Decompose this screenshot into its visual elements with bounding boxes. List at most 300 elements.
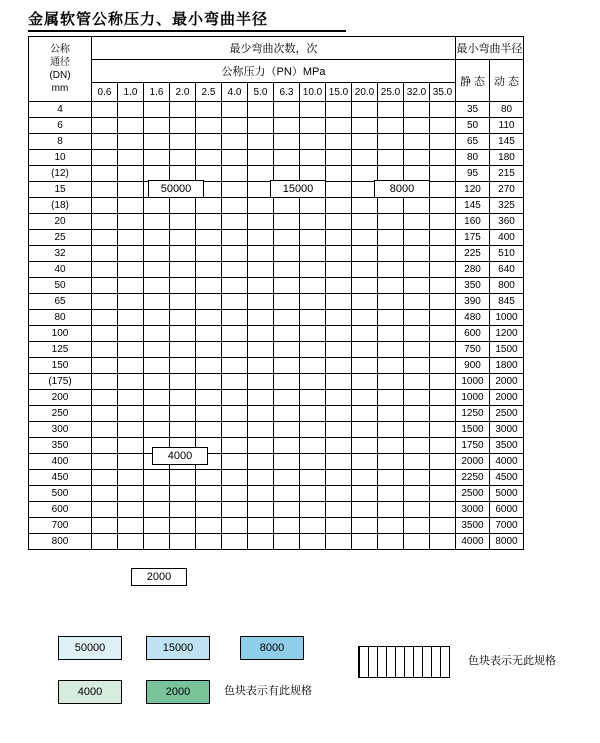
- cell-pn: [92, 166, 118, 182]
- cell-pn: [378, 470, 404, 486]
- cell-pn: [170, 230, 196, 246]
- cell-pn: [222, 502, 248, 518]
- cell-pn: [170, 262, 196, 278]
- cell-pn: [144, 534, 170, 550]
- cell-pn: [430, 118, 456, 134]
- cell-pn: [274, 470, 300, 486]
- cell-pn: [300, 374, 326, 390]
- cell-pn: [222, 358, 248, 374]
- cell-dn: 4: [29, 102, 92, 118]
- cell-pn: [274, 406, 300, 422]
- cell-pn: [248, 150, 274, 166]
- legend-box-8000: 8000: [240, 636, 304, 660]
- cell-pn: [274, 454, 300, 470]
- table-row: [29, 454, 524, 470]
- cell-pn: [378, 134, 404, 150]
- cell-pn: [300, 230, 326, 246]
- header-pn-0.6: 0.6: [92, 83, 118, 102]
- header-dn-line-4: mm: [51, 83, 69, 94]
- cell-dn: 125: [29, 342, 92, 358]
- cell-pn: [196, 470, 222, 486]
- cell-pn: [144, 230, 170, 246]
- cell-pn: [222, 374, 248, 390]
- cell-pn: [300, 486, 326, 502]
- cell-pn: [144, 518, 170, 534]
- cell-pn: [300, 358, 326, 374]
- cell-dn: 50: [29, 278, 92, 294]
- cell-pn: [118, 454, 144, 470]
- cell-static-radius: 900: [456, 358, 490, 374]
- cell-dynamic-radius: 845: [490, 294, 524, 310]
- cell-pn: [430, 502, 456, 518]
- cell-pn: [274, 214, 300, 230]
- cell-static-radius: 80: [456, 150, 490, 166]
- cell-static-radius: 280: [456, 262, 490, 278]
- header-pn-25.0: 25.0: [378, 83, 404, 102]
- cell-pn: [430, 454, 456, 470]
- cell-static-radius: 2500: [456, 486, 490, 502]
- cell-pn: [118, 326, 144, 342]
- cell-pn: [144, 198, 170, 214]
- cell-pn: [170, 502, 196, 518]
- spec-table: [28, 36, 524, 550]
- cell-pn: [196, 214, 222, 230]
- cell-pn: [378, 534, 404, 550]
- cell-dynamic-radius: 325: [490, 198, 524, 214]
- header-pn-35.0: 35.0: [430, 83, 456, 102]
- cell-pn: [144, 246, 170, 262]
- cell-static-radius: 1000: [456, 390, 490, 406]
- cell-pn: [144, 502, 170, 518]
- cell-pn: [248, 534, 274, 550]
- cell-pn: [118, 118, 144, 134]
- cell-pn: [300, 246, 326, 262]
- cell-static-radius: 2250: [456, 470, 490, 486]
- cell-dynamic-radius: 3500: [490, 438, 524, 454]
- cell-pn: [274, 230, 300, 246]
- cell-pn: [248, 374, 274, 390]
- cell-pn: [222, 438, 248, 454]
- cell-pn: [326, 326, 352, 342]
- cell-pn: [170, 358, 196, 374]
- cell-pn: [248, 214, 274, 230]
- cell-pn: [222, 150, 248, 166]
- cell-dynamic-radius: 360: [490, 214, 524, 230]
- cell-pn: [222, 166, 248, 182]
- cell-pn: [352, 326, 378, 342]
- cell-pn: [326, 518, 352, 534]
- cell-pn: [92, 534, 118, 550]
- cell-pn: [300, 310, 326, 326]
- cell-pn: [378, 518, 404, 534]
- cell-pn: [326, 406, 352, 422]
- cell-pn: [300, 502, 326, 518]
- cell-pn: [118, 342, 144, 358]
- cell-pn: [274, 102, 300, 118]
- cell-pn: [352, 230, 378, 246]
- overlay-label: 2000: [131, 568, 187, 586]
- cell-pn: [170, 326, 196, 342]
- cell-pn: [352, 470, 378, 486]
- cell-pn: [196, 150, 222, 166]
- cell-pn: [326, 150, 352, 166]
- cell-pn: [378, 118, 404, 134]
- cell-pn: [326, 214, 352, 230]
- table-row: [29, 438, 524, 454]
- cell-pn: [170, 118, 196, 134]
- cell-pn: [404, 422, 430, 438]
- cell-pn: [300, 342, 326, 358]
- cell-pn: [352, 150, 378, 166]
- cell-pn: [144, 470, 170, 486]
- cell-pn: [326, 470, 352, 486]
- cell-dynamic-radius: 1000: [490, 310, 524, 326]
- cell-pn: [352, 102, 378, 118]
- header-dn-line-1: 公称: [50, 44, 70, 55]
- cell-dn: 800: [29, 534, 92, 550]
- table-row: [29, 326, 524, 342]
- cell-dn: 65: [29, 294, 92, 310]
- cell-pn: [352, 422, 378, 438]
- cell-static-radius: 1250: [456, 406, 490, 422]
- header-pn-1.6: 1.6: [144, 83, 170, 102]
- cell-pn: [430, 134, 456, 150]
- cell-dynamic-radius: 180: [490, 150, 524, 166]
- cell-pn: [118, 134, 144, 150]
- table-row: [29, 486, 524, 502]
- cell-pn: [404, 470, 430, 486]
- cell-pn: [92, 214, 118, 230]
- cell-pn: [196, 342, 222, 358]
- cell-pn: [326, 294, 352, 310]
- cell-pn: [352, 486, 378, 502]
- cell-pn: [404, 150, 430, 166]
- cell-pn: [404, 278, 430, 294]
- cell-dn: 600: [29, 502, 92, 518]
- cell-pn: [326, 422, 352, 438]
- cell-pn: [144, 422, 170, 438]
- cell-pn: [430, 358, 456, 374]
- cell-pn: [248, 326, 274, 342]
- cell-pn: [248, 470, 274, 486]
- cell-pn: [144, 358, 170, 374]
- cell-pn: [326, 118, 352, 134]
- cell-pn: [92, 278, 118, 294]
- cell-pn: [144, 390, 170, 406]
- cell-pn: [404, 502, 430, 518]
- table-row: [29, 118, 524, 134]
- cell-pn: [118, 438, 144, 454]
- cell-pn: [300, 390, 326, 406]
- cell-pn: [118, 278, 144, 294]
- cell-pn: [300, 150, 326, 166]
- cell-pn: [222, 534, 248, 550]
- table-body: [29, 102, 524, 550]
- cell-pn: [352, 134, 378, 150]
- cell-pn: [92, 118, 118, 134]
- cell-pn: [92, 454, 118, 470]
- cell-pn: [118, 358, 144, 374]
- cell-pn: [378, 294, 404, 310]
- cell-pn: [378, 326, 404, 342]
- cell-pn: [196, 358, 222, 374]
- cell-pn: [352, 454, 378, 470]
- cell-pn: [352, 294, 378, 310]
- cell-pn: [170, 470, 196, 486]
- cell-pn: [300, 454, 326, 470]
- header-pn-4.0: 4.0: [222, 83, 248, 102]
- table-row: [29, 198, 524, 214]
- cell-dynamic-radius: 4500: [490, 470, 524, 486]
- cell-pn: [404, 118, 430, 134]
- cell-pn: [248, 198, 274, 214]
- cell-static-radius: 750: [456, 342, 490, 358]
- cell-pn: [378, 262, 404, 278]
- cell-pn: [170, 534, 196, 550]
- cell-pn: [92, 134, 118, 150]
- overlay-label: 15000: [270, 180, 326, 198]
- cell-pn: [222, 454, 248, 470]
- cell-pn: [404, 262, 430, 278]
- cell-pn: [170, 406, 196, 422]
- cell-dn: 20: [29, 214, 92, 230]
- cell-pn: [274, 486, 300, 502]
- cell-pn: [274, 374, 300, 390]
- cell-pn: [430, 294, 456, 310]
- cell-pn: [170, 310, 196, 326]
- cell-pn: [352, 374, 378, 390]
- cell-pn: [430, 342, 456, 358]
- cell-static-radius: 3500: [456, 518, 490, 534]
- cell-pn: [378, 150, 404, 166]
- cell-dn: 300: [29, 422, 92, 438]
- legend-color-note: 色块表示有此规格: [224, 685, 312, 697]
- cell-pn: [274, 310, 300, 326]
- cell-pn: [430, 326, 456, 342]
- cell-pn: [248, 390, 274, 406]
- cell-pn: [144, 374, 170, 390]
- cell-dynamic-radius: 5000: [490, 486, 524, 502]
- cell-pn: [378, 198, 404, 214]
- cell-pn: [404, 230, 430, 246]
- cell-pn: [118, 214, 144, 230]
- cell-dn: 500: [29, 486, 92, 502]
- cell-pn: [300, 294, 326, 310]
- table-row: [29, 358, 524, 374]
- cell-pn: [196, 374, 222, 390]
- cell-pn: [92, 246, 118, 262]
- cell-pn: [430, 518, 456, 534]
- cell-pn: [196, 294, 222, 310]
- cell-dn: (18): [29, 198, 92, 214]
- cell-static-radius: 1750: [456, 438, 490, 454]
- legend-grid-swatch: [358, 646, 450, 678]
- cell-pn: [222, 486, 248, 502]
- cell-pn: [144, 278, 170, 294]
- cell-pn: [170, 214, 196, 230]
- cell-pn: [378, 438, 404, 454]
- cell-dn: 450: [29, 470, 92, 486]
- cell-pn: [222, 214, 248, 230]
- cell-pn: [378, 422, 404, 438]
- cell-pn: [326, 454, 352, 470]
- cell-pn: [248, 502, 274, 518]
- cell-pn: [300, 118, 326, 134]
- cell-pn: [144, 102, 170, 118]
- cell-dynamic-radius: 2000: [490, 390, 524, 406]
- cell-pn: [222, 102, 248, 118]
- header-row-2: [29, 60, 524, 83]
- cell-pn: [378, 342, 404, 358]
- cell-pn: [196, 422, 222, 438]
- cell-pn: [92, 150, 118, 166]
- cell-pn: [144, 134, 170, 150]
- cell-pn: [222, 262, 248, 278]
- header-bend-count: 最少弯曲次数，次: [92, 37, 456, 60]
- cell-static-radius: 225: [456, 246, 490, 262]
- table-row: [29, 502, 524, 518]
- table-row: [29, 214, 524, 230]
- cell-pn: [430, 534, 456, 550]
- cell-dn: (175): [29, 374, 92, 390]
- cell-pn: [430, 182, 456, 198]
- cell-pn: [430, 166, 456, 182]
- cell-pn: [196, 102, 222, 118]
- cell-pn: [300, 518, 326, 534]
- cell-pn: [196, 262, 222, 278]
- table-row: [29, 374, 524, 390]
- cell-dn: 150: [29, 358, 92, 374]
- cell-pn: [248, 358, 274, 374]
- table-row: [29, 150, 524, 166]
- cell-pn: [92, 182, 118, 198]
- cell-pn: [352, 390, 378, 406]
- cell-pn: [222, 278, 248, 294]
- cell-pn: [378, 358, 404, 374]
- cell-pn: [274, 278, 300, 294]
- table-row: [29, 294, 524, 310]
- cell-pn: [144, 118, 170, 134]
- cell-pn: [326, 166, 352, 182]
- cell-pn: [196, 326, 222, 342]
- cell-pn: [248, 486, 274, 502]
- cell-pn: [300, 214, 326, 230]
- cell-pn: [170, 134, 196, 150]
- cell-pn: [92, 230, 118, 246]
- cell-pn: [222, 246, 248, 262]
- cell-pn: [300, 102, 326, 118]
- cell-pn: [248, 230, 274, 246]
- cell-pn: [326, 310, 352, 326]
- cell-pn: [118, 502, 144, 518]
- table-row: [29, 230, 524, 246]
- cell-pn: [222, 134, 248, 150]
- cell-dynamic-radius: 4000: [490, 454, 524, 470]
- cell-pn: [404, 294, 430, 310]
- cell-pn: [196, 390, 222, 406]
- cell-dynamic-radius: 3000: [490, 422, 524, 438]
- cell-pn: [326, 182, 352, 198]
- cell-pn: [274, 246, 300, 262]
- table-row: [29, 102, 524, 118]
- table-row: [29, 422, 524, 438]
- header-dn-line-3: (DN): [49, 70, 71, 81]
- cell-pn: [248, 454, 274, 470]
- legend-grid-note: 色块表示无此规格: [468, 655, 556, 667]
- cell-pn: [118, 470, 144, 486]
- cell-pn: [404, 214, 430, 230]
- cell-pn: [118, 230, 144, 246]
- cell-pn: [222, 390, 248, 406]
- cell-pn: [196, 502, 222, 518]
- header-pn-20.0: 20.0: [352, 83, 378, 102]
- cell-pn: [144, 406, 170, 422]
- table-row: [29, 134, 524, 150]
- cell-pn: [326, 358, 352, 374]
- cell-static-radius: 95: [456, 166, 490, 182]
- cell-pn: [196, 230, 222, 246]
- cell-pn: [274, 150, 300, 166]
- cell-pn: [404, 454, 430, 470]
- header-pn-2.0: 2.0: [170, 83, 196, 102]
- cell-pn: [196, 118, 222, 134]
- cell-pn: [300, 262, 326, 278]
- cell-dn: 32: [29, 246, 92, 262]
- cell-pn: [326, 246, 352, 262]
- cell-pn: [170, 198, 196, 214]
- cell-dynamic-radius: 640: [490, 262, 524, 278]
- header-dynamic: 动 态: [490, 60, 524, 102]
- cell-pn: [352, 246, 378, 262]
- cell-pn: [430, 422, 456, 438]
- cell-pn: [248, 278, 274, 294]
- cell-pn: [118, 390, 144, 406]
- cell-pn: [352, 118, 378, 134]
- cell-pn: [326, 502, 352, 518]
- cell-pn: [274, 326, 300, 342]
- cell-dn: 80: [29, 310, 92, 326]
- cell-pn: [144, 310, 170, 326]
- cell-pn: [300, 134, 326, 150]
- cell-pn: [144, 150, 170, 166]
- cell-pn: [118, 166, 144, 182]
- cell-pn: [92, 390, 118, 406]
- cell-pn: [378, 310, 404, 326]
- header-static: 静 态: [456, 60, 490, 102]
- cell-pn: [430, 246, 456, 262]
- cell-pn: [248, 406, 274, 422]
- cell-pn: [170, 246, 196, 262]
- cell-static-radius: 600: [456, 326, 490, 342]
- cell-static-radius: 145: [456, 198, 490, 214]
- cell-pn: [144, 262, 170, 278]
- cell-pn: [404, 358, 430, 374]
- cell-static-radius: 175: [456, 230, 490, 246]
- cell-dynamic-radius: 400: [490, 230, 524, 246]
- cell-pn: [248, 102, 274, 118]
- header-pn-32.0: 32.0: [404, 83, 430, 102]
- cell-pn: [118, 534, 144, 550]
- cell-pn: [92, 406, 118, 422]
- cell-pn: [404, 486, 430, 502]
- cell-pn: [170, 278, 196, 294]
- cell-pn: [326, 342, 352, 358]
- cell-static-radius: 480: [456, 310, 490, 326]
- cell-pn: [222, 230, 248, 246]
- cell-pn: [352, 406, 378, 422]
- cell-pn: [352, 438, 378, 454]
- cell-dynamic-radius: 800: [490, 278, 524, 294]
